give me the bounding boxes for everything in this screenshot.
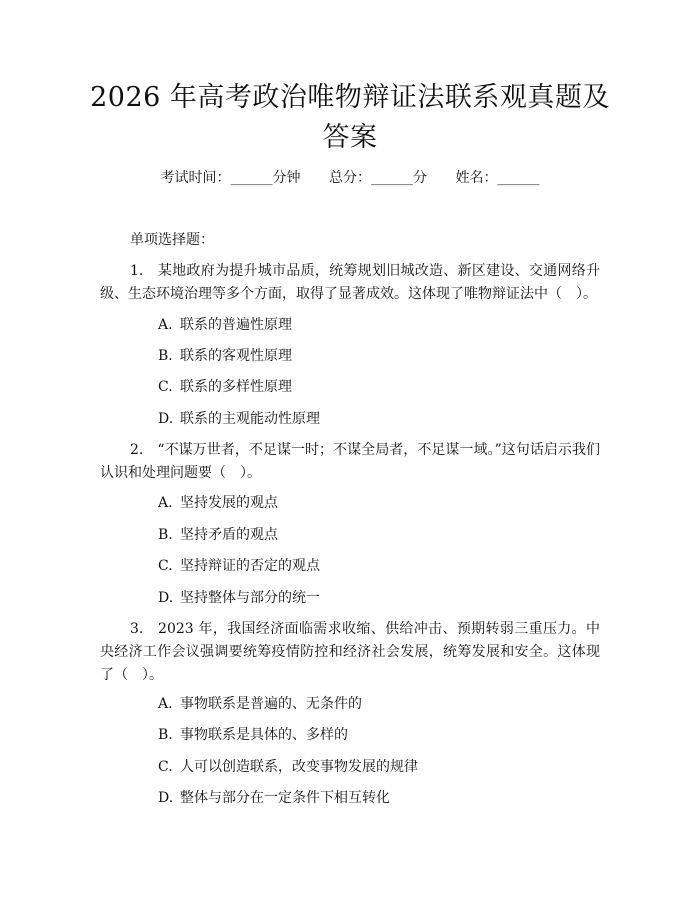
question-2-option-d: [158, 588, 320, 608]
option-letter: C.: [158, 759, 173, 775]
question-1-option-b: [158, 346, 292, 366]
option-text: 事物联系是具体的、多样的: [180, 727, 348, 743]
option-text: 整体与部分在一定条件下相互转化: [180, 790, 390, 806]
question-3-text: 3. 2023 年，我国经济面临需求收缩、供给冲击、预期转弱三重压力。中央经济工作会议强调要统筹疫情防控和经济社会发展，统筹发展和安全。这体现了（ ）。: [100, 621, 600, 683]
section-heading: 单项选择题：: [130, 232, 214, 248]
option-text: 联系的客观性原理: [180, 348, 292, 364]
exam-info: [0, 168, 700, 188]
question-1-option-a: [158, 315, 292, 335]
option-letter: A.: [158, 696, 173, 712]
question-1-option-d: [158, 409, 320, 429]
question-2-option-c: [158, 556, 320, 576]
option-letter: C.: [158, 379, 173, 395]
question-1-option-c: [158, 377, 292, 397]
question-3-option-d: [158, 788, 390, 808]
option-text: 坚持辩证的否定的观点: [180, 558, 320, 574]
question-3-option-c: [158, 757, 418, 777]
option-letter: B.: [158, 527, 173, 543]
option-text: 联系的普遍性原理: [180, 317, 292, 333]
question-2-option-b: [158, 525, 278, 545]
option-text: 事物联系是普遍的、无条件的: [180, 696, 362, 712]
option-text: 坚持发展的观点: [180, 495, 278, 511]
option-text: 联系的多样性原理: [180, 379, 292, 395]
question-2-text: 2. “不谋万世者，不足谋一时；不谋全局者，不足谋一域。”这句话启示我们认识和处理问题要（ ）。: [100, 442, 600, 481]
exam-score: 总分：______分: [329, 170, 427, 186]
question-1-text: 1. 某地政府为提升城市品质，统筹规划旧城改造、新区建设、交通网络升级、生态环境治理等多个方面，取得了显著成效。这体现了唯物辩证法中（ ）。: [100, 263, 600, 302]
option-text: 坚持矛盾的观点: [180, 527, 278, 543]
option-letter: D.: [158, 790, 174, 806]
option-letter: D.: [158, 590, 174, 606]
document-title: 2026 年高考政治唯物辩证法联系观真题及答案: [90, 82, 610, 153]
option-text: 坚持整体与部分的统一: [180, 590, 320, 606]
option-letter: B.: [158, 727, 173, 743]
option-letter: A.: [158, 317, 173, 333]
question-3-option-a: [158, 694, 362, 714]
option-text: 人可以创造联系，改变事物发展的规律: [180, 759, 418, 775]
option-letter: B.: [158, 348, 173, 364]
option-letter: A.: [158, 495, 173, 511]
question-2-option-a: [158, 493, 278, 513]
option-text: 联系的主观能动性原理: [180, 411, 320, 427]
option-letter: C.: [158, 558, 173, 574]
exam-name: 姓名：______: [455, 170, 540, 186]
question-3-option-b: [158, 725, 348, 745]
exam-time: 考试时间：______分钟: [160, 170, 301, 186]
option-letter: D.: [158, 411, 174, 427]
